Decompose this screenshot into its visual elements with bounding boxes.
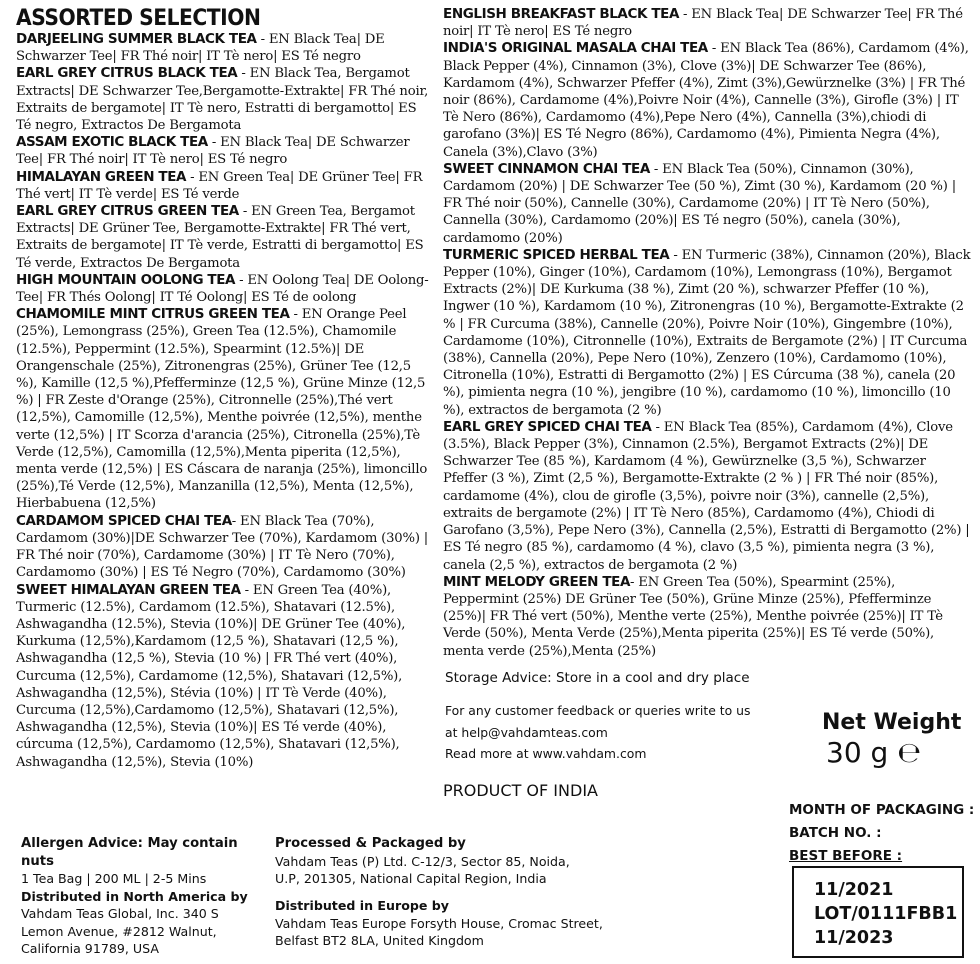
tea-name: DARJEELING SUMMER BLACK TEA	[16, 31, 257, 47]
batch-info-box	[792, 866, 964, 958]
tea-entry	[16, 513, 434, 582]
tea-entry	[16, 203, 434, 272]
processed-line-2: U.P, 201305, National Capital Region, India	[275, 871, 547, 886]
tea-entry	[443, 40, 973, 160]
best-before-label: BEST BEFORE :	[789, 848, 903, 864]
tea-ingredients: - EN Black Tea| DE Schwarzer Tee| FR Thé noir| IT Tè nero| ES Té negro	[16, 32, 385, 65]
feedback-line-1: For any customer feedback or queries write to us	[445, 703, 751, 718]
eu-distribution-line-2: Belfast BT2 8LA, United Kingdom	[275, 933, 484, 948]
tea-ingredients: - EN Black Tea| DE Schwarzer Tee| FR Thé noir| IT Tè nero| ES Té negro	[443, 7, 963, 40]
product-of-india: PRODUCT OF INDIA	[443, 781, 598, 800]
allergen-block	[21, 835, 271, 958]
allergen-advice: Allergen Advice: May contain nuts	[21, 836, 238, 869]
tea-entry	[443, 161, 973, 247]
na-distribution-line-3: California 91789, USA	[21, 941, 159, 956]
month-of-packaging-label: MONTH OF PACKAGING :	[789, 802, 975, 818]
tea-ingredients: - EN Oolong Tea| DE Oolong-Tee| FR Thés Oolong| IT Té Oolong| ES Té de oolong	[16, 272, 429, 306]
na-distribution-line-1: Vahdam Teas Global, Inc. 340 S	[21, 906, 219, 921]
tea-ingredients: - EN Orange Peel (25%), Lemongrass (25%), Green Tea (12.5%), Chamomile (12.5%), Peppermint (12.5%), Spearmint (12.5%)| DE Orangenschale (25%), Zitronengras (25%), Grüner Tee (12,5 %), Kamille (12,5 %),Pfefferminze (12,5 %), Grüne Minze (12,5 %) | FR Zeste d'Orange (25%), Citronnelle (25%),Thé vert (12,5%), Camomille (12,5%), Menthe poivrée (12,5%), menthe verte (12,5%) | IT Scorza d'arancia (25%), Citronella (25%),Tè Verde (12,5%), Camomilla (12,5%),Menta piperita (12,5%), menta verde (12,5%) | ES Cáscara de naranja (25%), limoncillo (25%),Té Verde (12,5%), Manzanilla (12,5%), Menta (12,5%), Hierbabuena (12,5%)	[16, 307, 428, 512]
estimated-sign-icon: ℮	[897, 736, 922, 769]
right-column	[443, 6, 973, 660]
serving-info: 1 Tea Bag | 200 ML | 2-5 Mins	[21, 871, 207, 886]
tea-entry	[16, 65, 434, 134]
tea-ingredients: - EN Green Tea| DE Grüner Tee| FR Thé vert| IT Tè verde| ES Té verde	[16, 169, 423, 202]
tea-ingredients: - EN Black Tea (86%), Cardamom (4%), Black Pepper (4%), Cinnamon (3%), Clove (3%)| DE Schwarzer Tee (86%), Kardamom (4%), Schwarzer Pfeffer (4%), Zimt (3%),Gewürznelke (3%) | FR Thé noir (86%), Cardamome (4%),Poivre Noir (4%), Cannelle (3%), Girofle (3%) | IT Tè Nero (86%), Cardamomo (4%),Pepe Nero (4%), Cannella (3%),chiodi di garofano (3%)| ES Té Negro (86%), Cardamomo (4%), Pimienta Negra (4%), Canela (3%),Clavo (3%)	[443, 41, 969, 160]
tea-ingredients: - EN Turmeric (38%), Cinnamon (20%), Black Pepper (10%), Ginger (10%), Cardamom (10%), Lemongrass (10%), Bergamot Extracts (2%)| DE Kurkuma (38 %), Zimt (20 %), schwarzer Pfeffer (10 %), Ingwer (10 %), Kardamom (10 %), Zitronengras (10 %), Bergamotte-Extrakte (2 % | FR Curcuma (38%), Cannelle (20%), Poivre Noir (10%), Gingembre (10%), Cardamome (10%), Citronnelle (10%), Extraits de Bergamote (2%) | IT Curcuma (38%), Cannella (20%), Pepe Nero (10%), Zenzero (10%), Cardamomo (10%), Citronella (10%), Estratti di Bergamotto (2%) | ES Cúrcuma (38 %), canela (20 %), pimienta negra (10 %), jengibre (10 %), cardamomo (10 %), limoncillo (10 %), extractos de bergamota (2 %)	[443, 247, 971, 418]
tea-entry	[443, 574, 973, 660]
tea-ingredients: - EN Green Tea (50%), Spearmint (25%), Peppermint (25%) DE Grüner Tee (50%), Grüne Minze (25%), Pfefferminze (25%)| FR Thé vert (50%), Menthe verte (25%), Menthe poivrée (25%)| IT Tè Verde (50%), Menta Verde (25%),Menta piperita (25%)| ES Té verde (50%), menta verde (25%),Menta (25%)	[443, 574, 943, 659]
na-distribution-line-2: Lemon Avenue, #2812 Walnut,	[21, 923, 217, 939]
tea-name: SWEET HIMALAYAN GREEN TEA	[16, 581, 241, 598]
tea-ingredients: - EN Green Tea, Bergamot Extracts| DE Grüner Tee, Bergamotte-Extrakte| FR Thé vert, Extraits de bergamote| IT Tè verde, Estratti di bergamotto| ES Té verde, Extractos De Bergamota	[16, 204, 424, 271]
processed-block	[275, 835, 665, 888]
net-weight-label: Net Weight	[822, 710, 962, 735]
tea-ingredients: - EN Black Tea, Bergamot Extracts| DE Schwarzer Tee,Bergamotte-Extrakte| FR Thé noir, Extraits de bergamote| IT Tè nero, Estratti di bergamotto| ES Té negro, Extractos De Bergamota	[16, 66, 429, 134]
eu-distribution-heading: Distributed in Europe by	[275, 898, 450, 913]
processed-line-1: Vahdam Teas (P) Ltd. C-12/3, Sector 85, Noida,	[275, 853, 570, 869]
tea-entry	[16, 169, 434, 203]
tea-name: EARL GREY CITRUS GREEN TEA	[16, 203, 239, 220]
tea-ingredients: - EN Black Tea (85%), Cardamom (4%), Clove (3.5%), Black Pepper (3%), Cinnamon (2.5%), Bergamot Extracts (2%)| DE Schwarzer Tee (85 %), Kardamom (4 %), Gewürznelke (3,5 %), Schwarzer Pfeffer (3 %), Zimt (2,5 %), Bergamotte-Extrakte (2 % ) | FR Thé noir (85%), cardamome (4%), clou de girofle (3,5%), poivre noir (3%), cannelle (2,5%), extraits de bergamote (2%) | IT Tè Nero (85%), Cardamomo (4%), Chiodi di Garofano (3,5%), Pepe Nero (3%), Cannella (2,5%), Estratti di Bergamotto (2%) | ES Té negro (85 %), cardamomo (4 %), clavo (3,5 %), pimienta negra (3 %), canela (2,5 %), extractos de bergamota (2 %)	[443, 419, 970, 573]
left-tea-list	[16, 31, 434, 771]
net-weight-amount: 30 g	[826, 736, 889, 769]
packaging-month: 11/2021	[814, 880, 894, 900]
tea-name: ASSAM EXOTIC BLACK TEA	[16, 134, 208, 151]
tea-entry	[443, 6, 973, 40]
net-weight-value	[826, 736, 921, 769]
tea-name: INDIA'S ORIGINAL MASALA CHAI TEA	[443, 40, 708, 57]
tea-name: EARL GREY SPICED CHAI TEA	[443, 418, 652, 435]
tea-entry	[16, 31, 434, 65]
best-before-date: 11/2023	[814, 928, 894, 948]
tea-name: CHAMOMILE MINT CITRUS GREEN TEA	[16, 306, 290, 323]
na-distribution-heading: Distributed in North America by	[21, 888, 248, 904]
tea-name: EARL GREY CITRUS BLACK TEA	[16, 65, 238, 82]
tea-name: CARDAMOM SPICED CHAI TEA	[16, 512, 232, 529]
page-title: ASSORTED SELECTION	[16, 6, 261, 31]
tea-name: ENGLISH BREAKFAST BLACK TEA	[443, 6, 680, 22]
tea-name: SWEET CINNAMON CHAI TEA	[443, 160, 650, 177]
eu-distribution-line-1: Vahdam Teas Europe Forsyth House, Cromac Street,	[275, 915, 603, 931]
eu-distribution-block	[275, 897, 665, 950]
tea-entry	[443, 247, 973, 419]
feedback-line-2: at help@vahdamteas.com	[445, 724, 608, 740]
processed-heading: Processed & Packaged by	[275, 836, 466, 851]
tea-name: HIMALAYAN GREEN TEA	[16, 168, 187, 185]
tea-ingredients: - EN Black Tea| DE Schwarzer Tee| FR Thé noir| IT Tè nero| ES Té negro	[16, 135, 410, 168]
tea-ingredients: - EN Black Tea (50%), Cinnamon (30%), Cardamom (20%) | DE Schwarzer Tee (50 %), Zimt (30 %), Kardamom (20 %) | FR Thé noir (50%), Cannelle (30%), Cardamome (20%) | IT Tè Nero (50%), Cannella (30%), Cardamomo (20%)| ES Té negro (50%), canela (30%), cardamomo (20%)	[443, 161, 956, 246]
tea-entry	[443, 419, 973, 574]
tea-name: TURMERIC SPICED HERBAL TEA	[443, 246, 670, 263]
tea-entry	[16, 306, 434, 512]
tea-ingredients: - EN Black Tea (70%), Cardamom (30%)|DE Schwarzer Tee (70%), Kardamom (30%) | FR Thé noir (70%), Cardamome (30%) | IT Tè Nero (70%), Cardamomo (30%) | ES Té Negro (70%), Cardamomo (30%)	[16, 513, 429, 581]
feedback-block	[445, 700, 750, 765]
feedback-line-3: Read more at www.vahdam.com	[445, 746, 647, 761]
batch-number: LOT/0111FBB1	[814, 904, 958, 924]
tea-entry	[16, 272, 434, 306]
tea-ingredients: - EN Green Tea (40%), Turmeric (12.5%), Cardamom (12.5%), Shatavari (12.5%), Ashwagandha (12.5%), Stevia (10%)| DE Grüner Tee (40%), Kurkuma (12,5%),Kardamom (12,5 %), Shatavari (12,5 %), Ashwagandha (12,5 %), Stevia (10 %) | FR Thé vert (40%), Curcuma (12,5%), Cardamome (12,5%), Shatavari (12,5%), Ashwagandha (12,5%), Stévia (10%) | IT Tè Verde (40%), Curcuma (12,5%),Cardamomo (12,5%), Shatavari (12,5%), Ashwagandha (12,5%), Stevia (10%)| ES Té verde (40%), cúrcuma (12,5%), Cardamomo (12,5%), Shatavari (12,5%), Ashwagandha (12,5%), Stevia (10%)	[16, 582, 406, 770]
tea-name: HIGH MOUNTAIN OOLONG TEA	[16, 271, 236, 288]
tea-name: MINT MELODY GREEN TEA	[443, 573, 631, 590]
left-column	[16, 6, 434, 771]
right-tea-list	[443, 6, 973, 660]
batch-no-label: BATCH NO. :	[789, 825, 882, 841]
tea-entry	[16, 582, 434, 771]
tea-entry	[16, 134, 434, 168]
storage-advice: Storage Advice: Store in a cool and dry place	[445, 670, 750, 686]
